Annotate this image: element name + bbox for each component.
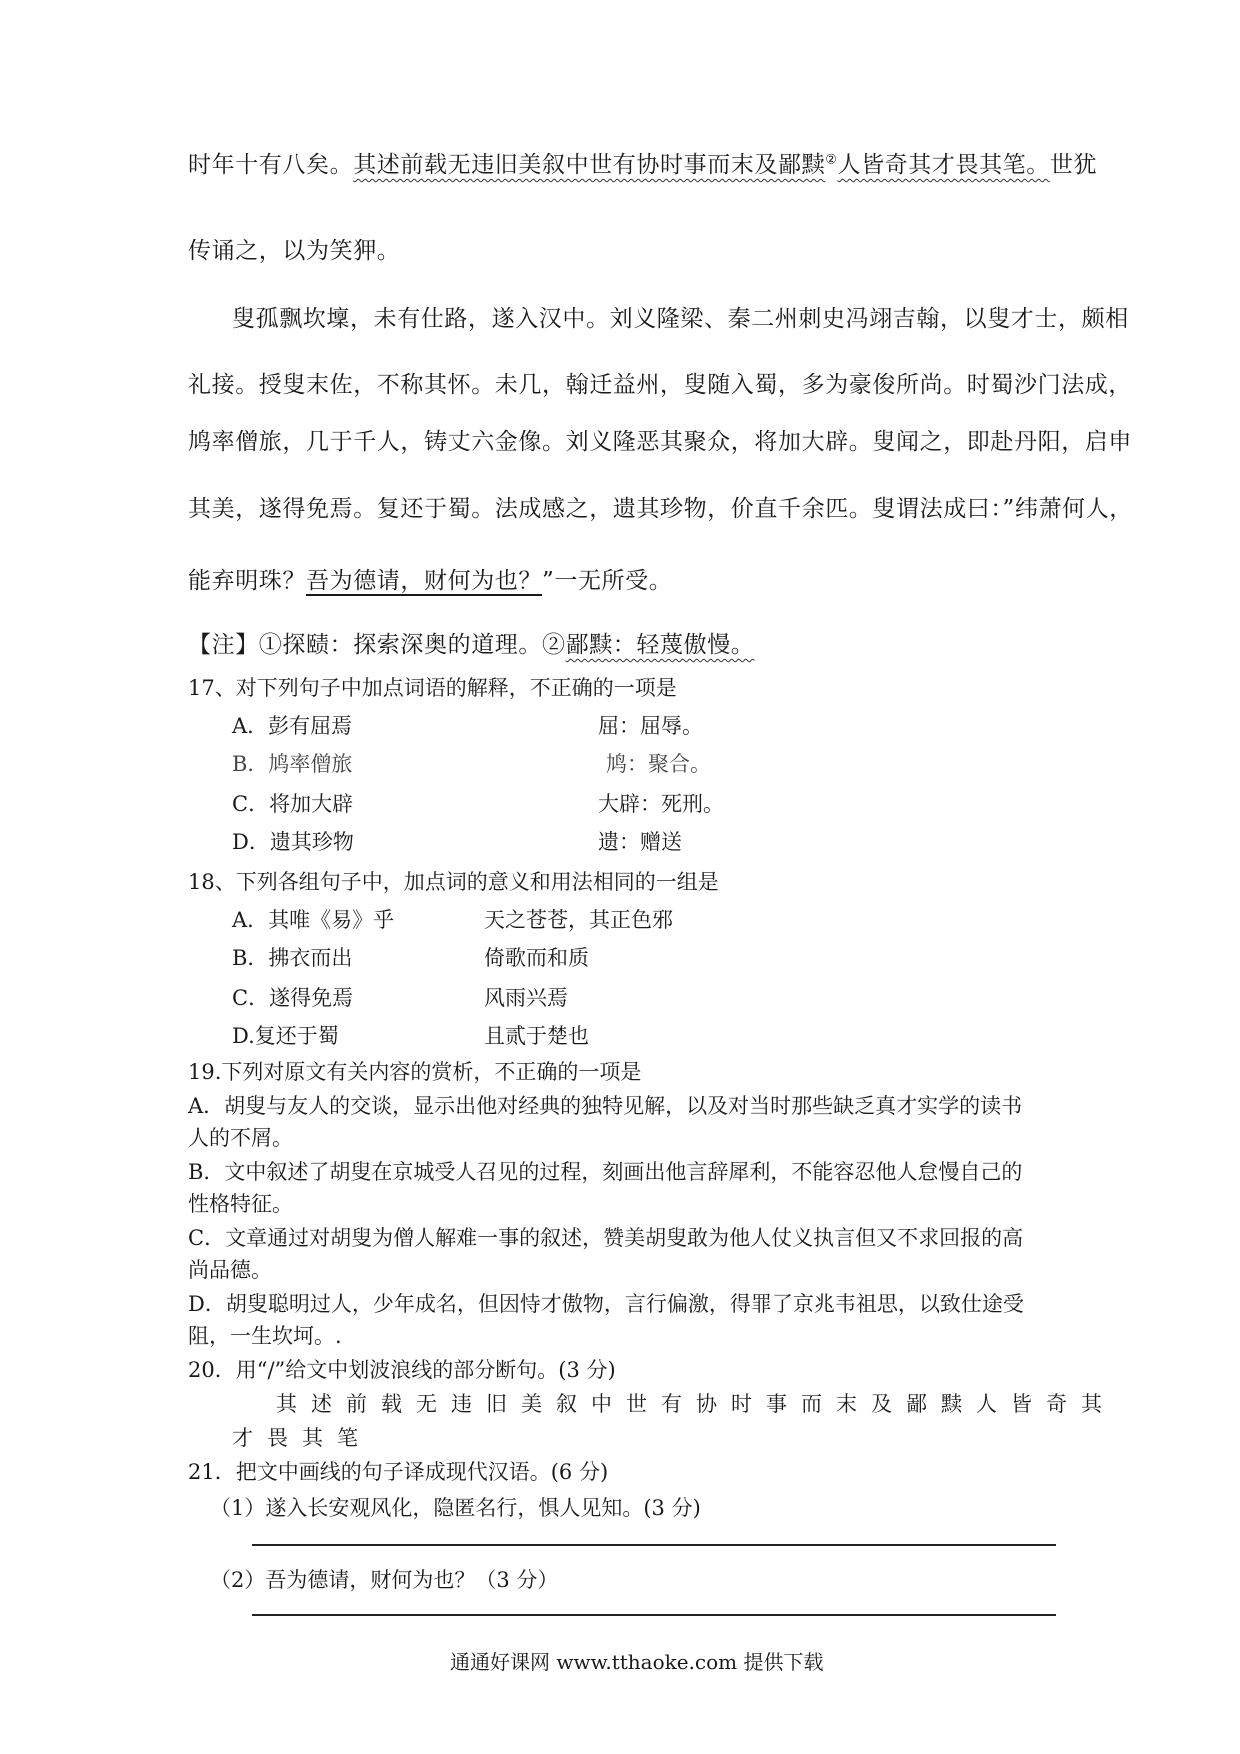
q17-option-c-explain: 大辟：死刑。 [598, 792, 724, 816]
passage-line-1 [188, 146, 1097, 179]
q21-sentence-2: （2）吾为德请，财何为也？（3 分） [210, 1568, 559, 1592]
q17-option-b-explain: 鸠：聚合。 [606, 752, 711, 776]
q17-option-a: A．彭有屈焉 [232, 714, 353, 738]
q19-option-a-line1: A．胡叟与友人的交谈，显示出他对经典的独特见解，以及对当时那些缺乏真才实学的读书 [188, 1094, 1023, 1118]
answer-line-2 [252, 1614, 1056, 1616]
answer-line-1 [252, 1544, 1056, 1546]
q19-option-b-line2: 性格特征。 [188, 1192, 293, 1216]
q17-option-d-explain: 遗：赠送 [598, 830, 682, 854]
q18-option-a-compare: 天之苍苍，其正色邪 [484, 908, 673, 932]
q19-option-c-line2: 尚品德。 [188, 1258, 272, 1282]
q19-option-b-line1: B．文中叙述了胡叟在京城受人召见的过程，刻画出他言辞犀利，不能容忍他人怠慢自己的 [188, 1160, 1023, 1184]
passage-line-4: 礼接。授叟末佐，不称其怀。未几，翰迁益州，叟随入蜀，多为豪俊所尚。时蜀沙门法成， [188, 372, 1132, 398]
passage-line-6: 其美，遂得免焉。复还于蜀。法成感之，遗其珍物，价直千余匹。叟谓法成曰：”纬萧何人， [188, 496, 1133, 522]
question-20-stem: 20．用“/”给文中划波浪线的部分断句。(3 分) [188, 1358, 616, 1382]
footnote-marker: ② [825, 152, 838, 168]
q18-option-a: A．其唯《易》乎 [232, 908, 395, 932]
underlined-sentence: 吾为德请，财何为也？ [306, 568, 542, 594]
question-17-stem: 17、对下列句子中加点词语的解释，不正确的一项是 [188, 676, 677, 700]
q18-option-d: D.复还于蜀 [232, 1024, 339, 1048]
q20-passage-line2: 才畏其笔 [232, 1426, 372, 1450]
q18-option-d-compare: 且贰于楚也 [484, 1024, 589, 1048]
q19-option-d-line1: D．胡叟聪明过人，少年成名，但因恃才傲物，言行偏激，得罪了京兆韦祖思，以致仕途受 [188, 1292, 1024, 1316]
note-text: 【注】①探赜：探索深奥的道理。② [188, 632, 566, 658]
q17-option-a-explain: 屈：屈辱。 [598, 714, 703, 738]
q19-option-c-line1: C．文章通过对胡叟为僧人解难一事的叙述，赞美胡叟敢为他人仗义执言但又不求回报的高 [188, 1226, 1024, 1250]
passage-line-2: 传诵之，以为笑狎。 [188, 238, 401, 264]
q19-option-a-line2: 人的不屑。 [188, 1126, 293, 1150]
question-18-stem: 18、下列各组句子中，加点词的意义和用法相同的一组是 [188, 870, 719, 894]
q20-passage-line1: 其述前载无违旧美叙中世有协时事而末及鄙黩人皆奇其 [276, 1392, 1116, 1416]
wavy-underlined-text: 人皆奇其才畏其笔。 [837, 152, 1050, 178]
passage-line-3: 叟孤飘坎壈，未有仕路，遂入汉中。刘义隆梁、秦二州刺史冯翊吉翰，以叟才士，颇相 [232, 306, 1129, 332]
q18-option-c: C．遂得免焉 [232, 986, 354, 1010]
q18-option-b-compare: 倚歌而和质 [484, 946, 589, 970]
q17-option-c: C．将加大辟 [232, 792, 354, 816]
q18-option-c-compare: 风雨兴焉 [484, 986, 568, 1010]
question-21-stem: 21．把文中画线的句子译成现代汉语。(6 分) [188, 1460, 609, 1484]
passage-line-5: 鸠率僧旅，几于千人，铸丈六金像。刘义隆恶其聚众，将加大辟。叟闻之，即赴丹阳，启申 [188, 429, 1132, 455]
q17-option-d: D．遗其珍物 [232, 830, 354, 854]
wavy-underlined-text: 黩 [801, 152, 826, 178]
annotation-note [188, 626, 754, 659]
passage-text: 时年十有八矣。 [188, 152, 354, 178]
passage-text: 能弃明珠？ [188, 568, 306, 594]
wavy-underlined-text: 其述前载无违旧美叙中世有协时事而末及鄙 [353, 152, 802, 178]
passage-text: 世犹 [1049, 152, 1098, 178]
passage-line-7 [188, 562, 672, 595]
question-19-stem: 19.下列对原文有关内容的赏析，不正确的一项是 [188, 1060, 642, 1084]
passage-text: ”一无所受。 [542, 568, 673, 594]
q19-option-d-line2: 阻，一生坎坷。. [188, 1324, 342, 1348]
q18-option-b: B．拂衣而出 [232, 946, 353, 970]
wavy-underlined-text: 鄙黩：轻蔑傲慢。 [565, 632, 755, 658]
q17-option-b: B．鸠率僧旅 [232, 752, 353, 776]
q21-sentence-1: （1）遂入长安观风化，隐匿名行，惧人见知。(3 分) [210, 1496, 701, 1520]
footer-source: 通通好课网 www.tthaoke.com 提供下载 [450, 1650, 824, 1674]
